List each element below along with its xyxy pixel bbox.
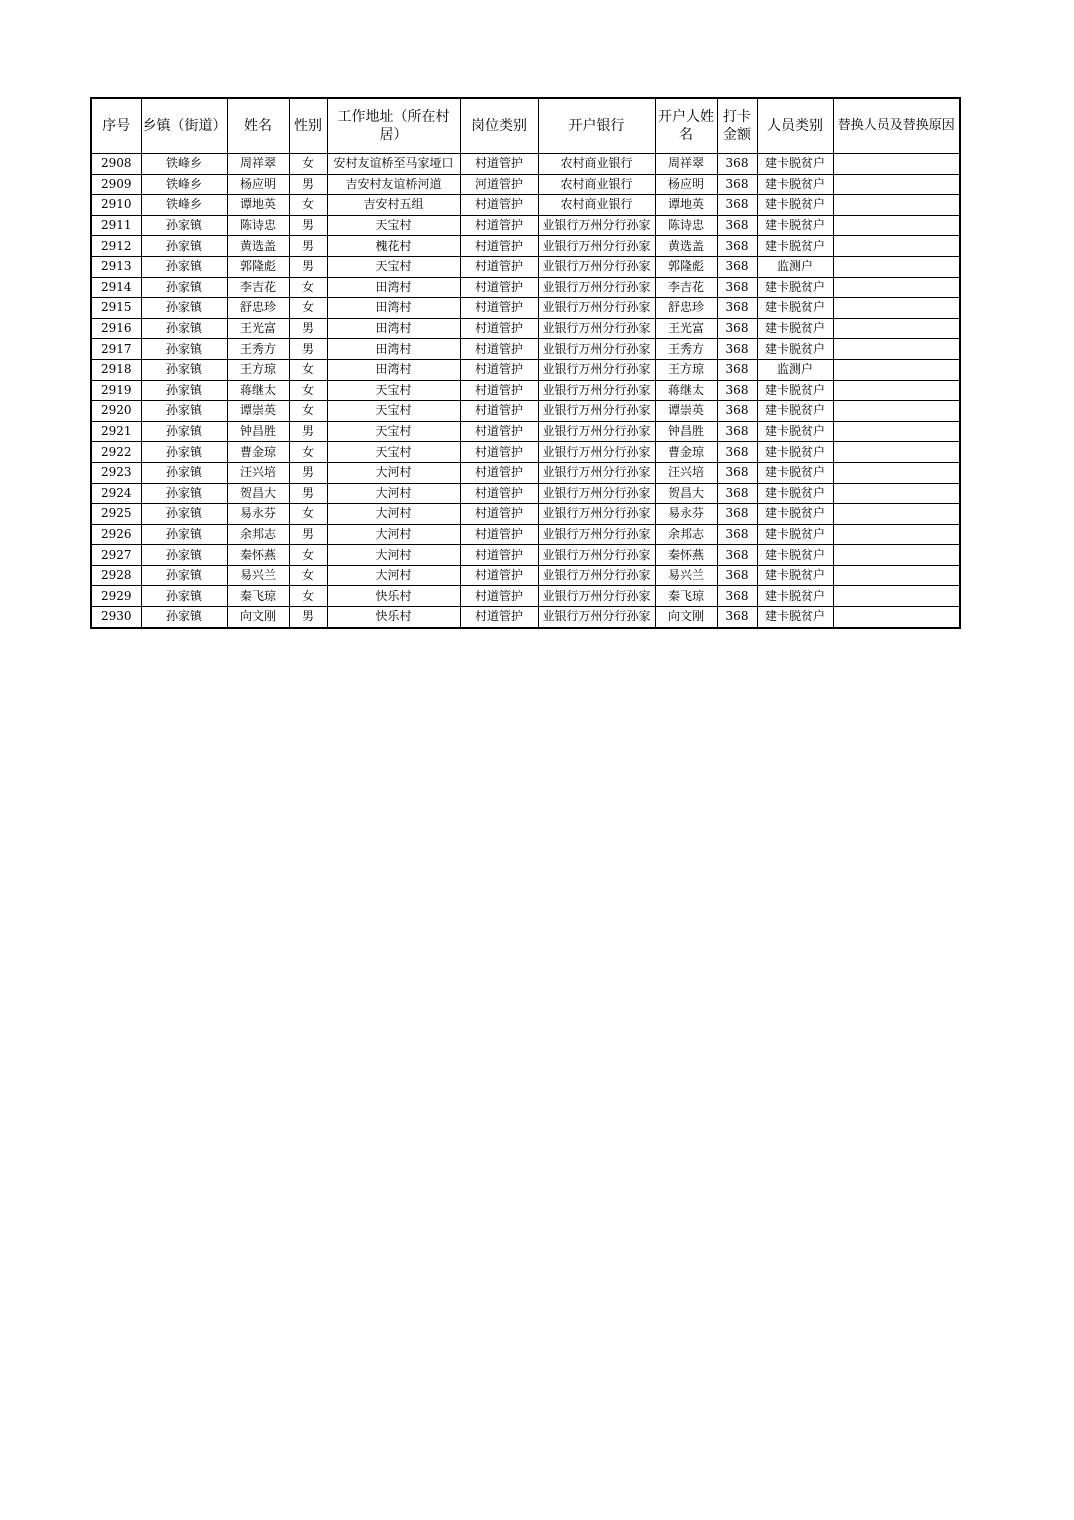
table-row: [91, 565, 960, 586]
cell-town: 孙家镇: [141, 215, 227, 236]
cell-seq: 2911: [91, 215, 141, 236]
cell-replace: [833, 565, 960, 586]
cell-amount: 368: [717, 154, 757, 175]
cell-address: 天宝村: [327, 401, 460, 422]
cell-town: 孙家镇: [141, 236, 227, 257]
table-row: [91, 174, 960, 195]
cell-holder: 王光富: [655, 318, 717, 339]
cell-seq: 2913: [91, 256, 141, 277]
cell-town: 孙家镇: [141, 401, 227, 422]
cell-amount: 368: [717, 174, 757, 195]
cell-post: 村道管护: [460, 256, 538, 277]
cell-replace: [833, 277, 960, 298]
cell-category: 建卡脱贫户: [757, 607, 833, 628]
cell-post: 村道管护: [460, 421, 538, 442]
cell-address: 田湾村: [327, 298, 460, 319]
cell-gender: 女: [289, 545, 327, 566]
cell-address: 大河村: [327, 483, 460, 504]
cell-amount: 368: [717, 277, 757, 298]
table-row: [91, 401, 960, 422]
cell-holder: 王方琼: [655, 359, 717, 380]
cell-post: 村道管护: [460, 462, 538, 483]
cell-post: 村道管护: [460, 339, 538, 360]
cell-holder: 陈诗忠: [655, 215, 717, 236]
cell-town: 孙家镇: [141, 339, 227, 360]
cell-category: 建卡脱贫户: [757, 462, 833, 483]
cell-category: 监测户: [757, 359, 833, 380]
cell-amount: 368: [717, 298, 757, 319]
cell-town: 孙家镇: [141, 318, 227, 339]
cell-bank: 业银行万州分行孙家: [538, 298, 655, 319]
cell-town: 孙家镇: [141, 565, 227, 586]
cell-seq: 2920: [91, 401, 141, 422]
cell-category: 建卡脱贫户: [757, 380, 833, 401]
cell-bank: 业银行万州分行孙家: [538, 380, 655, 401]
table-row: [91, 154, 960, 175]
cell-gender: 女: [289, 359, 327, 380]
cell-amount: 368: [717, 380, 757, 401]
cell-category: 建卡脱贫户: [757, 565, 833, 586]
cell-name: 王光富: [227, 318, 289, 339]
cell-holder: 周祥翠: [655, 154, 717, 175]
cell-amount: 368: [717, 442, 757, 463]
cell-post: 村道管护: [460, 195, 538, 216]
cell-amount: 368: [717, 256, 757, 277]
cell-gender: 男: [289, 607, 327, 628]
cell-town: 孙家镇: [141, 462, 227, 483]
cell-seq: 2917: [91, 339, 141, 360]
cell-address: 田湾村: [327, 318, 460, 339]
cell-bank: 农村商业银行: [538, 195, 655, 216]
cell-amount: 368: [717, 565, 757, 586]
cell-bank: 业银行万州分行孙家: [538, 586, 655, 607]
cell-holder: 秦怀燕: [655, 545, 717, 566]
cell-gender: 男: [289, 483, 327, 504]
table-row: [91, 483, 960, 504]
cell-seq: 2912: [91, 236, 141, 257]
cell-amount: 368: [717, 524, 757, 545]
cell-bank: 业银行万州分行孙家: [538, 483, 655, 504]
cell-holder: 贺昌大: [655, 483, 717, 504]
cell-seq: 2924: [91, 483, 141, 504]
cell-bank: 业银行万州分行孙家: [538, 215, 655, 236]
cell-name: 钟昌胜: [227, 421, 289, 442]
cell-seq: 2927: [91, 545, 141, 566]
cell-replace: [833, 256, 960, 277]
table-row: [91, 545, 960, 566]
header-town: 乡镇（街道）: [141, 98, 227, 154]
cell-address: 天宝村: [327, 380, 460, 401]
cell-gender: 女: [289, 298, 327, 319]
cell-category: 建卡脱贫户: [757, 215, 833, 236]
cell-amount: 368: [717, 339, 757, 360]
cell-town: 孙家镇: [141, 524, 227, 545]
table-row: [91, 195, 960, 216]
cell-address: 大河村: [327, 462, 460, 483]
cell-bank: 业银行万州分行孙家: [538, 607, 655, 628]
cell-seq: 2923: [91, 462, 141, 483]
cell-post: 村道管护: [460, 154, 538, 175]
cell-post: 村道管护: [460, 607, 538, 628]
table-row: [91, 277, 960, 298]
cell-town: 孙家镇: [141, 277, 227, 298]
header-amount: 打卡金额: [717, 98, 757, 154]
table-row: [91, 339, 960, 360]
cell-gender: 女: [289, 442, 327, 463]
cell-bank: 业银行万州分行孙家: [538, 442, 655, 463]
cell-gender: 女: [289, 565, 327, 586]
cell-name: 曹金琼: [227, 442, 289, 463]
cell-holder: 汪兴培: [655, 462, 717, 483]
cell-replace: [833, 339, 960, 360]
cell-post: 村道管护: [460, 318, 538, 339]
cell-holder: 王秀方: [655, 339, 717, 360]
cell-seq: 2919: [91, 380, 141, 401]
cell-gender: 男: [289, 215, 327, 236]
cell-address: 田湾村: [327, 359, 460, 380]
cell-post: 村道管护: [460, 483, 538, 504]
cell-town: 铁峰乡: [141, 154, 227, 175]
cell-town: 孙家镇: [141, 298, 227, 319]
cell-name: 周祥翠: [227, 154, 289, 175]
cell-post: 村道管护: [460, 401, 538, 422]
cell-category: 建卡脱贫户: [757, 545, 833, 566]
cell-replace: [833, 318, 960, 339]
cell-gender: 男: [289, 256, 327, 277]
cell-bank: 业银行万州分行孙家: [538, 401, 655, 422]
cell-amount: 368: [717, 215, 757, 236]
cell-category: 建卡脱贫户: [757, 236, 833, 257]
cell-replace: [833, 545, 960, 566]
cell-holder: 谭地英: [655, 195, 717, 216]
cell-town: 孙家镇: [141, 380, 227, 401]
cell-bank: 农村商业银行: [538, 174, 655, 195]
cell-post: 村道管护: [460, 215, 538, 236]
cell-replace: [833, 421, 960, 442]
cell-category: 建卡脱贫户: [757, 174, 833, 195]
cell-bank: 业银行万州分行孙家: [538, 504, 655, 525]
cell-bank: 业银行万州分行孙家: [538, 256, 655, 277]
header-replace: 替换人员及替换原因: [833, 98, 960, 154]
cell-seq: 2918: [91, 359, 141, 380]
cell-post: 村道管护: [460, 359, 538, 380]
table-row: [91, 442, 960, 463]
cell-replace: [833, 359, 960, 380]
cell-name: 王方琼: [227, 359, 289, 380]
cell-bank: 业银行万州分行孙家: [538, 318, 655, 339]
header-name: 姓名: [227, 98, 289, 154]
cell-seq: 2910: [91, 195, 141, 216]
cell-town: 孙家镇: [141, 359, 227, 380]
cell-category: 建卡脱贫户: [757, 504, 833, 525]
cell-name: 黄选盖: [227, 236, 289, 257]
cell-gender: 男: [289, 318, 327, 339]
table-row: [91, 421, 960, 442]
table-row: [91, 607, 960, 628]
cell-holder: 李吉花: [655, 277, 717, 298]
cell-seq: 2915: [91, 298, 141, 319]
cell-town: 孙家镇: [141, 421, 227, 442]
cell-category: 建卡脱贫户: [757, 339, 833, 360]
cell-name: 舒忠珍: [227, 298, 289, 319]
cell-bank: 业银行万州分行孙家: [538, 236, 655, 257]
cell-seq: 2929: [91, 586, 141, 607]
cell-gender: 女: [289, 380, 327, 401]
cell-amount: 368: [717, 462, 757, 483]
table-row: [91, 256, 960, 277]
table-row: [91, 359, 960, 380]
cell-address: 快乐村: [327, 607, 460, 628]
cell-category: 建卡脱贫户: [757, 277, 833, 298]
data-table: [90, 97, 961, 629]
cell-gender: 男: [289, 236, 327, 257]
table-row: [91, 215, 960, 236]
cell-gender: 女: [289, 154, 327, 175]
cell-post: 村道管护: [460, 442, 538, 463]
header-holder: 开户人姓名: [655, 98, 717, 154]
cell-seq: 2908: [91, 154, 141, 175]
cell-amount: 368: [717, 401, 757, 422]
cell-holder: 杨应明: [655, 174, 717, 195]
cell-holder: 黄选盖: [655, 236, 717, 257]
cell-amount: 368: [717, 483, 757, 504]
cell-post: 村道管护: [460, 565, 538, 586]
cell-seq: 2909: [91, 174, 141, 195]
cell-name: 蒋继太: [227, 380, 289, 401]
cell-address: 大河村: [327, 545, 460, 566]
cell-amount: 368: [717, 586, 757, 607]
cell-replace: [833, 442, 960, 463]
cell-bank: 业银行万州分行孙家: [538, 277, 655, 298]
table-row: [91, 380, 960, 401]
cell-gender: 女: [289, 277, 327, 298]
cell-seq: 2922: [91, 442, 141, 463]
cell-seq: 2914: [91, 277, 141, 298]
cell-replace: [833, 298, 960, 319]
cell-amount: 368: [717, 545, 757, 566]
cell-amount: 368: [717, 318, 757, 339]
cell-address: 大河村: [327, 565, 460, 586]
cell-replace: [833, 195, 960, 216]
cell-category: 建卡脱贫户: [757, 298, 833, 319]
cell-post: 村道管护: [460, 298, 538, 319]
cell-name: 易兴兰: [227, 565, 289, 586]
cell-post: 村道管护: [460, 277, 538, 298]
cell-category: 建卡脱贫户: [757, 586, 833, 607]
cell-bank: 业银行万州分行孙家: [538, 339, 655, 360]
cell-amount: 368: [717, 504, 757, 525]
cell-name: 秦飞琼: [227, 586, 289, 607]
cell-replace: [833, 504, 960, 525]
cell-address: 田湾村: [327, 277, 460, 298]
header-post: 岗位类别: [460, 98, 538, 154]
cell-bank: 业银行万州分行孙家: [538, 545, 655, 566]
cell-replace: [833, 462, 960, 483]
cell-replace: [833, 154, 960, 175]
cell-address: 槐花村: [327, 236, 460, 257]
header-address: 工作地址（所在村居）: [327, 98, 460, 154]
cell-name: 向文刚: [227, 607, 289, 628]
cell-replace: [833, 215, 960, 236]
cell-address: 天宝村: [327, 421, 460, 442]
cell-name: 陈诗忠: [227, 215, 289, 236]
cell-address: 安村友谊桥至马家垭口: [327, 154, 460, 175]
cell-town: 孙家镇: [141, 504, 227, 525]
cell-amount: 368: [717, 195, 757, 216]
cell-seq: 2921: [91, 421, 141, 442]
cell-name: 李吉花: [227, 277, 289, 298]
cell-holder: 曹金琼: [655, 442, 717, 463]
cell-post: 村道管护: [460, 545, 538, 566]
cell-replace: [833, 236, 960, 257]
cell-bank: 业银行万州分行孙家: [538, 524, 655, 545]
cell-town: 孙家镇: [141, 483, 227, 504]
cell-category: 建卡脱贫户: [757, 483, 833, 504]
cell-town: 孙家镇: [141, 586, 227, 607]
cell-address: 天宝村: [327, 256, 460, 277]
cell-seq: 2926: [91, 524, 141, 545]
cell-amount: 368: [717, 607, 757, 628]
table-row: [91, 318, 960, 339]
cell-replace: [833, 607, 960, 628]
cell-holder: 余邦志: [655, 524, 717, 545]
cell-category: 建卡脱贫户: [757, 195, 833, 216]
cell-name: 贺昌大: [227, 483, 289, 504]
cell-name: 谭崇英: [227, 401, 289, 422]
cell-category: 建卡脱贫户: [757, 442, 833, 463]
cell-address: 吉安村友谊桥河道: [327, 174, 460, 195]
cell-post: 村道管护: [460, 236, 538, 257]
cell-holder: 易兴兰: [655, 565, 717, 586]
cell-address: 大河村: [327, 524, 460, 545]
cell-bank: 业银行万州分行孙家: [538, 359, 655, 380]
cell-gender: 女: [289, 195, 327, 216]
cell-bank: 业银行万州分行孙家: [538, 462, 655, 483]
cell-post: 河道管护: [460, 174, 538, 195]
cell-post: 村道管护: [460, 524, 538, 545]
table-row: [91, 236, 960, 257]
cell-address: 吉安村五组: [327, 195, 460, 216]
table-row: [91, 462, 960, 483]
cell-town: 孙家镇: [141, 442, 227, 463]
table-row: [91, 298, 960, 319]
cell-holder: 郭隆彪: [655, 256, 717, 277]
header-category: 人员类别: [757, 98, 833, 154]
cell-category: 监测户: [757, 256, 833, 277]
cell-holder: 秦飞琼: [655, 586, 717, 607]
cell-town: 孙家镇: [141, 545, 227, 566]
header-seq: 序号: [91, 98, 141, 154]
cell-category: 建卡脱贫户: [757, 401, 833, 422]
cell-replace: [833, 524, 960, 545]
cell-post: 村道管护: [460, 504, 538, 525]
cell-holder: 舒忠珍: [655, 298, 717, 319]
cell-name: 谭地英: [227, 195, 289, 216]
cell-gender: 男: [289, 462, 327, 483]
cell-address: 天宝村: [327, 442, 460, 463]
cell-replace: [833, 586, 960, 607]
cell-category: 建卡脱贫户: [757, 154, 833, 175]
cell-replace: [833, 380, 960, 401]
cell-gender: 男: [289, 339, 327, 360]
cell-replace: [833, 174, 960, 195]
table-row: [91, 504, 960, 525]
cell-amount: 368: [717, 359, 757, 380]
cell-seq: 2925: [91, 504, 141, 525]
header-gender: 性别: [289, 98, 327, 154]
cell-amount: 368: [717, 236, 757, 257]
cell-replace: [833, 401, 960, 422]
cell-name: 王秀方: [227, 339, 289, 360]
cell-seq: 2928: [91, 565, 141, 586]
cell-name: 汪兴培: [227, 462, 289, 483]
cell-address: 大河村: [327, 504, 460, 525]
cell-town: 孙家镇: [141, 607, 227, 628]
cell-gender: 男: [289, 174, 327, 195]
cell-bank: 业银行万州分行孙家: [538, 421, 655, 442]
cell-gender: 女: [289, 504, 327, 525]
cell-amount: 368: [717, 421, 757, 442]
header-row: [91, 98, 960, 154]
cell-category: 建卡脱贫户: [757, 421, 833, 442]
cell-post: 村道管护: [460, 380, 538, 401]
cell-holder: 钟昌胜: [655, 421, 717, 442]
cell-address: 天宝村: [327, 215, 460, 236]
cell-name: 秦怀燕: [227, 545, 289, 566]
cell-holder: 谭崇英: [655, 401, 717, 422]
cell-name: 杨应明: [227, 174, 289, 195]
cell-category: 建卡脱贫户: [757, 318, 833, 339]
cell-gender: 女: [289, 586, 327, 607]
cell-post: 村道管护: [460, 586, 538, 607]
cell-town: 孙家镇: [141, 256, 227, 277]
cell-seq: 2916: [91, 318, 141, 339]
header-bank: 开户银行: [538, 98, 655, 154]
cell-replace: [833, 483, 960, 504]
cell-holder: 向文刚: [655, 607, 717, 628]
cell-name: 余邦志: [227, 524, 289, 545]
cell-address: 快乐村: [327, 586, 460, 607]
table-row: [91, 586, 960, 607]
cell-town: 铁峰乡: [141, 195, 227, 216]
table-row: [91, 524, 960, 545]
cell-gender: 男: [289, 421, 327, 442]
cell-name: 易永芬: [227, 504, 289, 525]
cell-name: 郭隆彪: [227, 256, 289, 277]
cell-gender: 女: [289, 401, 327, 422]
cell-bank: 农村商业银行: [538, 154, 655, 175]
cell-holder: 易永芬: [655, 504, 717, 525]
cell-gender: 男: [289, 524, 327, 545]
cell-town: 铁峰乡: [141, 174, 227, 195]
cell-holder: 蒋继太: [655, 380, 717, 401]
cell-address: 田湾村: [327, 339, 460, 360]
cell-bank: 业银行万州分行孙家: [538, 565, 655, 586]
cell-seq: 2930: [91, 607, 141, 628]
cell-category: 建卡脱贫户: [757, 524, 833, 545]
